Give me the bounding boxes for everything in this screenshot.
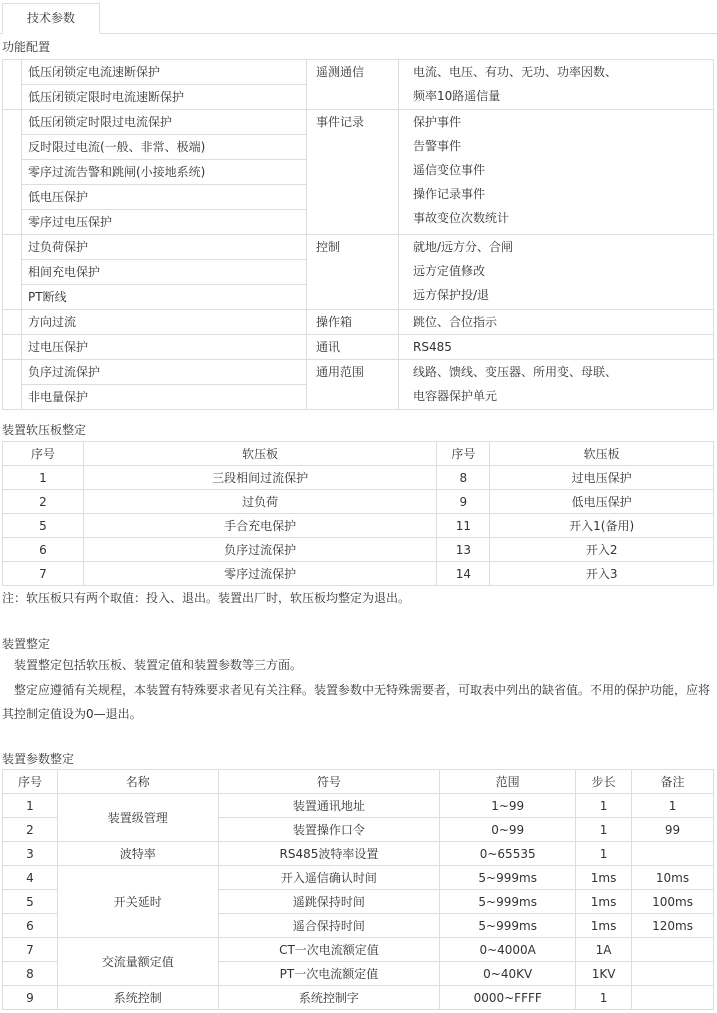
config-title: 功能配置 xyxy=(2,40,51,54)
config-value-item: 线路、馈线、变压器、所用变、母联、 xyxy=(413,365,618,379)
soft-plate-cell: 三段相间过流保护 xyxy=(83,466,436,490)
param-note: 99 xyxy=(632,818,714,842)
config-value-item: 就地/远方分、合闸 xyxy=(413,240,514,254)
config-value-item: 远方定值修改 xyxy=(413,264,486,278)
config-gutter xyxy=(3,310,22,335)
category-label: 事件记录 xyxy=(316,115,365,129)
config-protections-cell xyxy=(22,360,307,410)
param-symbol: 系统控制字 xyxy=(218,986,440,1010)
soft-plate-cell: 7 xyxy=(3,562,84,586)
param-step: 1A xyxy=(576,938,632,962)
protection-item: 低压闭锁定限时电流速断保护 xyxy=(22,84,306,109)
soft-plate-cell: 5 xyxy=(3,514,84,538)
config-values-cell xyxy=(399,235,714,310)
param-note xyxy=(632,842,714,866)
param-symbol: RS485波特率设置 xyxy=(218,842,440,866)
soft-plate-cell: 8 xyxy=(437,466,490,490)
config-gutter xyxy=(3,110,22,235)
config-category xyxy=(307,60,399,110)
param-range: 1~99 xyxy=(440,794,576,818)
param-note: 120ms xyxy=(632,914,714,938)
table-row xyxy=(3,538,714,562)
category-label: 遥测通信 xyxy=(316,65,365,79)
table-row xyxy=(3,562,714,586)
soft-plate-cell: 2 xyxy=(3,490,84,514)
config-values-cell xyxy=(399,360,714,410)
param-step: 1ms xyxy=(576,866,632,890)
param-note xyxy=(632,962,714,986)
protection-item: 过电压保护 xyxy=(28,340,89,354)
params-table xyxy=(2,769,714,1010)
category-label: 控制 xyxy=(316,240,341,254)
param-no: 5 xyxy=(3,890,58,914)
soft-plate-header: 序号 xyxy=(437,442,490,466)
setting-paragraph-2: 整定应遵循有关规程，本装置有特殊要求者见有关注释。装置参数中无特殊需要者，可取表中列出的缺省值。不用的保护功能，应将其控制定值设为0—退出。 xyxy=(2,683,711,721)
soft-plate-cell: 低电压保护 xyxy=(490,490,714,514)
setting-title: 装置整定 xyxy=(2,637,51,651)
config-protections-cell xyxy=(22,310,307,335)
protection-item: 相间充电保护 xyxy=(22,259,306,284)
params-header: 序号 xyxy=(3,770,58,794)
soft-plate-cell: 11 xyxy=(437,514,490,538)
param-group-name: 交流量额定值 xyxy=(57,938,218,986)
soft-plate-cell: 过电压保护 xyxy=(490,466,714,490)
param-range: 5~999ms xyxy=(440,914,576,938)
param-step: 1 xyxy=(576,842,632,866)
config-category xyxy=(307,335,399,360)
param-symbol: CT一次电流额定值 xyxy=(218,938,440,962)
table-row xyxy=(3,794,714,818)
param-no: 9 xyxy=(3,986,58,1010)
config-value-item: 操作记录事件 xyxy=(413,187,486,201)
param-no: 2 xyxy=(3,818,58,842)
protection-item: 非电量保护 xyxy=(22,384,306,409)
soft-plate-note: 注：软压板只有两个取值：投入、退出。装置出厂时，软压板均整定为退出。 xyxy=(2,591,411,605)
params-header: 步长 xyxy=(576,770,632,794)
config-category xyxy=(307,110,399,235)
config-value-item: 告警事件 xyxy=(413,139,462,153)
setting-paragraph-1: 装置整定包括软压板、装置定值和装置参数等三方面。 xyxy=(14,658,303,672)
config-values-cell xyxy=(399,60,714,110)
param-no: 8 xyxy=(3,962,58,986)
param-range: 5~999ms xyxy=(440,890,576,914)
soft-plate-table xyxy=(2,441,714,586)
param-note: 1 xyxy=(632,794,714,818)
param-step: 1KV xyxy=(576,962,632,986)
param-range: 0~65535 xyxy=(440,842,576,866)
tab-bar xyxy=(0,0,717,34)
protection-item: 零序过流告警和跳闸(小接地系统) xyxy=(22,159,306,184)
config-values-cell xyxy=(399,335,714,360)
soft-plate-cell: 手合充电保护 xyxy=(83,514,436,538)
config-values-cell xyxy=(399,310,714,335)
param-group-name: 装置级管理 xyxy=(57,794,218,842)
table-row xyxy=(3,842,714,866)
protection-item: 反时限过电流(一般、非常、极端) xyxy=(22,134,306,159)
soft-plate-header: 序号 xyxy=(3,442,84,466)
config-values-cell xyxy=(399,110,714,235)
protection-item: 零序过电压保护 xyxy=(22,209,306,234)
param-no: 6 xyxy=(3,914,58,938)
config-value-item: 跳位、合位指示 xyxy=(413,315,498,329)
param-group-name: 波特率 xyxy=(57,842,218,866)
category-label: 通用范围 xyxy=(316,365,365,379)
config-value-item: RS485 xyxy=(413,340,452,354)
soft-plate-title: 装置软压板整定 xyxy=(2,423,87,437)
config-category xyxy=(307,235,399,310)
param-step: 1 xyxy=(576,818,632,842)
soft-plate-cell: 6 xyxy=(3,538,84,562)
config-group-row xyxy=(3,335,714,360)
param-symbol: 开入遥信确认时间 xyxy=(218,866,440,890)
soft-plate-cell: 开入3 xyxy=(490,562,714,586)
soft-plate-cell: 负序过流保护 xyxy=(83,538,436,562)
protection-item: 低电压保护 xyxy=(22,184,306,209)
protection-item: 负序过流保护 xyxy=(28,365,101,379)
config-value-item: 遥信变位事件 xyxy=(413,163,486,177)
soft-plate-cell: 1 xyxy=(3,466,84,490)
config-group-row xyxy=(3,60,714,110)
params-header: 范围 xyxy=(440,770,576,794)
params-header: 名称 xyxy=(57,770,218,794)
param-range: 5~999ms xyxy=(440,866,576,890)
param-range: 0000~FFFF xyxy=(440,986,576,1010)
tab-technical-params[interactable]: 技术参数 xyxy=(2,3,100,34)
param-range: 0~4000A xyxy=(440,938,576,962)
config-value-item: 电流、电压、有功、无功、功率因数、 xyxy=(413,65,618,79)
param-symbol: 遥合保持时间 xyxy=(218,914,440,938)
table-row xyxy=(3,938,714,962)
soft-plate-cell: 开入2 xyxy=(490,538,714,562)
param-no: 7 xyxy=(3,938,58,962)
param-symbol: 装置操作口令 xyxy=(218,818,440,842)
protection-item: PT断线 xyxy=(22,284,306,309)
param-no: 1 xyxy=(3,794,58,818)
config-group-row xyxy=(3,110,714,235)
param-note xyxy=(632,986,714,1010)
config-gutter xyxy=(3,360,22,410)
param-step: 1ms xyxy=(576,890,632,914)
soft-plate-header: 软压板 xyxy=(83,442,436,466)
protection-item: 低压闭锁定电流速断保护 xyxy=(28,65,161,79)
table-row xyxy=(3,466,714,490)
soft-plate-cell: 14 xyxy=(437,562,490,586)
soft-plate-cell: 零序过流保护 xyxy=(83,562,436,586)
param-step: 1 xyxy=(576,986,632,1010)
config-table xyxy=(2,59,714,410)
param-symbol: PT一次电流额定值 xyxy=(218,962,440,986)
param-note xyxy=(632,938,714,962)
category-label: 操作箱 xyxy=(316,315,353,329)
config-gutter xyxy=(3,235,22,310)
config-value-item: 电容器保护单元 xyxy=(413,389,498,403)
config-group-row xyxy=(3,235,714,310)
config-protections-cell xyxy=(22,335,307,360)
table-row xyxy=(3,514,714,538)
config-protections-cell xyxy=(22,235,307,310)
table-row xyxy=(3,986,714,1010)
config-protections-cell xyxy=(22,60,307,110)
param-note: 10ms xyxy=(632,866,714,890)
config-group-row xyxy=(3,360,714,410)
protection-item: 过负荷保护 xyxy=(28,240,89,254)
config-value-item: 远方保护投/退 xyxy=(413,288,490,302)
table-row xyxy=(3,866,714,890)
soft-plate-header: 软压板 xyxy=(490,442,714,466)
param-group-name: 系统控制 xyxy=(57,986,218,1010)
param-no: 3 xyxy=(3,842,58,866)
param-range: 0~40KV xyxy=(440,962,576,986)
config-category xyxy=(307,360,399,410)
config-protections-cell xyxy=(22,110,307,235)
param-step: 1ms xyxy=(576,914,632,938)
param-no: 4 xyxy=(3,866,58,890)
param-step: 1 xyxy=(576,794,632,818)
config-value-item: 事故变位次数统计 xyxy=(413,211,510,225)
config-gutter xyxy=(3,60,22,110)
param-range: 0~99 xyxy=(440,818,576,842)
table-row xyxy=(3,490,714,514)
config-value-item: 保护事件 xyxy=(413,115,462,129)
config-gutter xyxy=(3,335,22,360)
config-group-row xyxy=(3,310,714,335)
soft-plate-cell: 13 xyxy=(437,538,490,562)
config-value-item: 频率10路遥信量 xyxy=(413,89,501,103)
category-label: 通讯 xyxy=(316,340,341,354)
params-header: 备注 xyxy=(632,770,714,794)
protection-item: 低压闭锁定时限过电流保护 xyxy=(28,115,173,129)
soft-plate-cell: 9 xyxy=(437,490,490,514)
params-header: 符号 xyxy=(218,770,440,794)
param-symbol: 遥跳保持时间 xyxy=(218,890,440,914)
protection-item: 方向过流 xyxy=(28,315,77,329)
soft-plate-cell: 过负荷 xyxy=(83,490,436,514)
soft-plate-cell: 开入1(备用) xyxy=(490,514,714,538)
param-group-name: 开关延时 xyxy=(57,866,218,938)
params-title: 装置参数整定 xyxy=(2,752,75,766)
config-category xyxy=(307,310,399,335)
param-note: 100ms xyxy=(632,890,714,914)
param-symbol: 装置通讯地址 xyxy=(218,794,440,818)
